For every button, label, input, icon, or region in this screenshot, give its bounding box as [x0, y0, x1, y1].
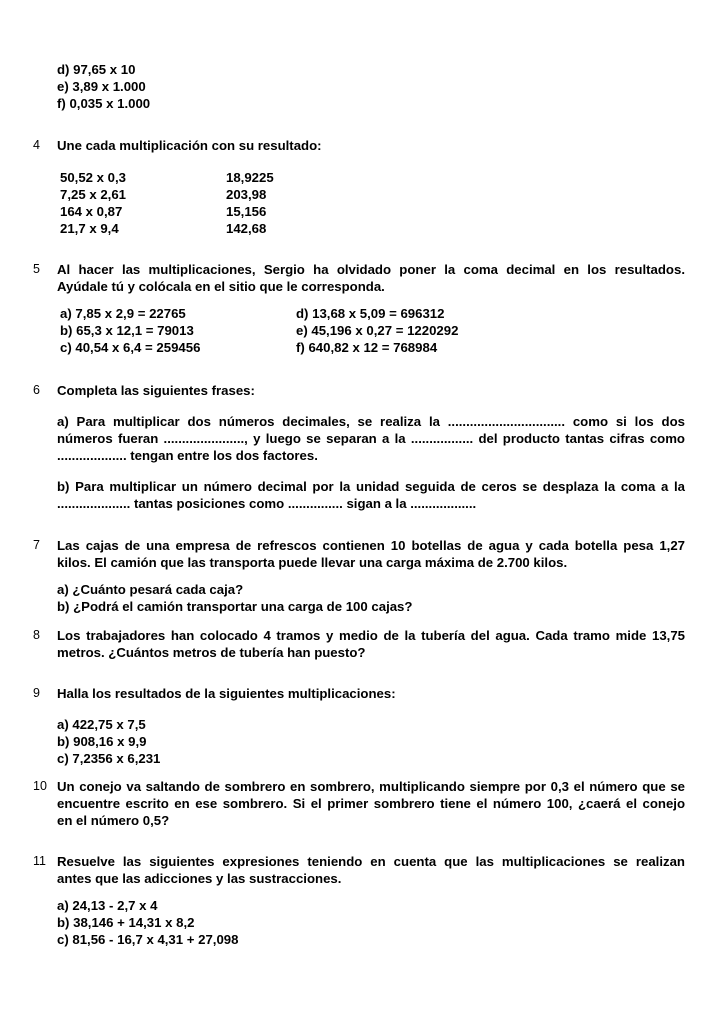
exercise-4-right-1: 18,9225: [226, 170, 274, 185]
exercise-4-right-3: 15,156: [226, 204, 267, 219]
exercise-5-item-f: f) 640,82 x 12 = 768984: [296, 340, 438, 355]
exercise-number-4: 4: [33, 138, 40, 152]
exercise-4-right-4: 142,68: [226, 221, 267, 236]
exercise-6-a-line-1: a) Para multiplicar dos números decimales, se realiza la ................................ como si los dos: [57, 414, 685, 429]
exercise-4-right-2: 203,98: [226, 187, 267, 202]
exercise-7-statement-line-1: Las cajas de una empresa de refrescos contienen 10 botellas de agua y cada botella pesa 1,27: [57, 538, 685, 553]
exercise-5-item-a: a) 7,85 x 2,9 = 22765: [60, 306, 186, 321]
exercise-5-item-d: d) 13,68 x 5,09 = 696312: [296, 306, 445, 321]
exercise-4-statement: Une cada multiplicación con su resultado:: [57, 138, 322, 153]
exercise-11-statement-line-1: Resuelve las siguientes expresiones teniendo en cuenta que las multiplicaciones se realizan: [57, 854, 685, 869]
exercise-number-7: 7: [33, 538, 40, 552]
exercise-6-statement: Completa las siguientes frases:: [57, 383, 255, 398]
exercise-8-statement-line-1: Los trabajadores han colocado 4 tramos y medio de la tubería del agua. Cada tramo mide 13,75: [57, 628, 685, 643]
exercise-4-left-1: 50,52 x 0,3: [60, 170, 126, 185]
exercise-6-b-line-1: b) Para multiplicar un número decimal por la unidad seguida de ceros se desplaza la coma a la: [57, 479, 685, 494]
prev-item-d: d) 97,65 x 10: [57, 62, 136, 77]
exercise-6-a-line-2: números fueran ......................, y luego se separan a la ................. del producto tantas cifras como: [57, 431, 685, 446]
exercise-4-left-2: 7,25 x 2,61: [60, 187, 126, 202]
exercise-6-b-line-2: .................... tantas posiciones como ............... sigan a la ..................: [57, 496, 477, 511]
exercise-number-10: 10: [33, 779, 47, 793]
exercise-9-item-b: b) 908,16 x 9,9: [57, 734, 147, 749]
exercise-5-statement-line-2: Ayúdale tú y colócala en el sitio que le corresponda.: [57, 279, 385, 294]
prev-item-e: e) 3,89 x 1.000: [57, 79, 146, 94]
exercise-5-statement-line-1: Al hacer las multiplicaciones, Sergio ha olvidado poner la coma decimal en los resultados.: [57, 262, 685, 277]
exercise-10-statement-line-3: en el número 0,5?: [57, 813, 170, 828]
exercise-5-item-b: b) 65,3 x 12,1 = 79013: [60, 323, 194, 338]
exercise-9-item-c: c) 7,2356 x 6,231: [57, 751, 161, 766]
exercise-7-question-b: b) ¿Podrá el camión transportar una carga de 100 cajas?: [57, 599, 413, 614]
exercise-number-6: 6: [33, 383, 40, 397]
exercise-9-statement: Halla los resultados de la siguientes multiplicaciones:: [57, 686, 396, 701]
exercise-number-9: 9: [33, 686, 40, 700]
exercise-4-left-4: 21,7 x 9,4: [60, 221, 119, 236]
exercise-5-item-c: c) 40,54 x 6,4 = 259456: [60, 340, 201, 355]
exercise-7-statement-line-2: kilos. El camión que las transporta puede llevar una carga máxima de 2.700 kilos.: [57, 555, 568, 570]
exercise-10-statement-line-2: encuentre escrito en ese sombrero. Si el primer sombrero tiene el número 100, ¿caerá el conejo: [57, 796, 685, 811]
exercise-8-statement-line-2: metros. ¿Cuántos metros de tubería han puesto?: [57, 645, 366, 660]
exercise-11-item-c: c) 81,56 - 16,7 x 4,31 + 27,098: [57, 932, 239, 947]
exercise-10-statement-line-1: Un conejo va saltando de sombrero en sombrero, multiplicando siempre por 0,3 el número que se: [57, 779, 685, 794]
exercise-11-item-b: b) 38,146 + 14,31 x 8,2: [57, 915, 195, 930]
exercise-number-8: 8: [33, 628, 40, 642]
exercise-7-question-a: a) ¿Cuánto pesará cada caja?: [57, 582, 244, 597]
prev-item-f: f) 0,035 x 1.000: [57, 96, 151, 111]
exercise-4-left-3: 164 x 0,87: [60, 204, 123, 219]
exercise-number-11: 11: [33, 854, 46, 868]
exercise-9-item-a: a) 422,75 x 7,5: [57, 717, 146, 732]
exercise-11-item-a: a) 24,13 - 2,7 x 4: [57, 898, 158, 913]
exercise-11-statement-line-2: antes que las adicciones y las sustracciones.: [57, 871, 342, 886]
exercise-5-item-e: e) 45,196 x 0,27 = 1220292: [296, 323, 459, 338]
exercise-number-5: 5: [33, 262, 40, 276]
exercise-6-a-line-3: ................... tengan entre los dos factores.: [57, 448, 318, 463]
